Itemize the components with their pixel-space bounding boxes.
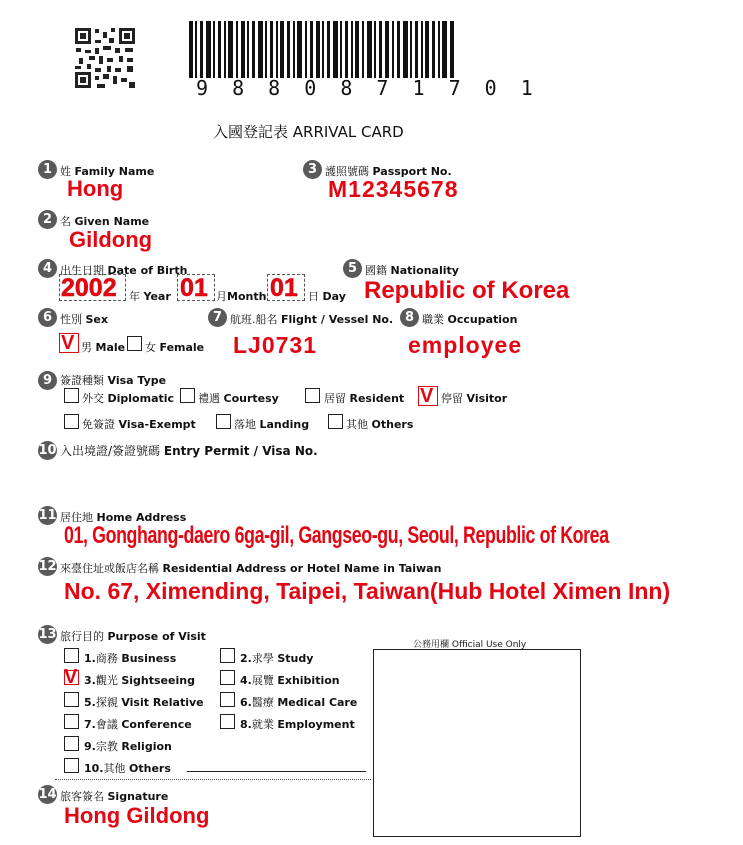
passport-label: 護照號碼 Passport No.	[325, 165, 452, 178]
field-number: 14	[38, 787, 57, 802]
residential-value[interactable]: No. 67, Ximending, Taipei, Taiwan(Hub Hotel Ximen Inn)	[64, 578, 671, 604]
field-number: 9	[38, 371, 57, 390]
visa-landing-label: 落地 Landing	[234, 418, 310, 431]
field-number: 2	[38, 210, 57, 229]
purpose-label: 旅行目的 Purpose of Visit	[60, 630, 206, 643]
visa-others-checkbox[interactable]	[328, 414, 343, 429]
purpose-visit-relative-checkbox[interactable]	[64, 692, 79, 707]
purpose-employment-label: 8.就業 Employment	[240, 718, 355, 731]
field-number: 13	[38, 627, 57, 642]
month-label: 月Month	[216, 290, 267, 303]
dob-year-value: 2002	[61, 274, 117, 302]
visa-others-label: 其他 Others	[346, 418, 414, 431]
official-use-box	[373, 649, 581, 837]
purpose-religion-checkbox[interactable]	[64, 736, 79, 751]
purpose-others-checkbox[interactable]	[64, 758, 79, 773]
dob-month-value: 01	[180, 274, 208, 302]
field-number: 3	[303, 160, 322, 179]
field-number: 8	[400, 308, 419, 327]
given-name-label: 名 Given Name	[60, 215, 150, 228]
purpose-study-label: 2.求學 Study	[240, 652, 314, 665]
visa-diplomatic-checkbox[interactable]	[64, 388, 79, 403]
home-address-label: 居住地 Home Address	[60, 511, 187, 524]
purpose-religion-label: 9.宗教 Religion	[84, 740, 172, 753]
passport-value[interactable]: M12345678	[328, 176, 459, 202]
visa-resident-checkbox[interactable]	[305, 388, 320, 403]
visa-courtesy-checkbox[interactable]	[180, 388, 195, 403]
home-address-value[interactable]: 01, Gonghang-daero 6ga-gil, Gangseo-gu, Seoul, Republic of Korea	[64, 522, 609, 549]
visa-landing-checkbox[interactable]	[216, 414, 231, 429]
visa-visitor-label: 停留 Visitor	[441, 392, 508, 405]
purpose-conference-checkbox[interactable]	[64, 714, 79, 729]
others-line[interactable]	[187, 771, 366, 772]
visa-exempt-checkbox[interactable]	[64, 414, 79, 429]
signature-label: 旅客簽名 Signature	[60, 790, 169, 803]
sex-label: 性別 Sex	[60, 313, 108, 326]
flight-label: 航班.船名 Flight / Vessel No.	[230, 313, 394, 326]
field-number: 6	[38, 308, 57, 327]
visa-type-label: 簽證種類 Visa Type	[60, 374, 167, 387]
purpose-visit-relative-label: 5.探親 Visit Relative	[84, 696, 204, 709]
year-label: 年 Year	[129, 290, 171, 303]
female-label: 女 Female	[145, 341, 205, 354]
residential-label: 來臺住址或飯店名稱 Residential Address or Hotel Name in Taiwan	[60, 562, 442, 575]
field-number: 11	[38, 508, 57, 523]
field-number: 1	[38, 160, 57, 179]
male-label: 男 Male	[81, 341, 126, 354]
male-check-mark: V	[61, 332, 75, 354]
purpose-sightseeing-check-mark: V	[64, 666, 78, 688]
field-number: 5	[343, 259, 362, 278]
entry-permit-field[interactable]	[60, 460, 700, 496]
purpose-exhibition-checkbox[interactable]	[220, 670, 235, 685]
visa-courtesy-label: 禮遇 Courtesy	[198, 392, 279, 405]
day-label: 日 Day	[308, 290, 346, 303]
dob-day-value: 01	[270, 274, 298, 302]
purpose-sightseeing-label: 3.觀光 Sightseeing	[84, 674, 195, 687]
purpose-medical-label: 6.醫療 Medical Care	[240, 696, 358, 709]
purpose-medical-checkbox[interactable]	[220, 692, 235, 707]
field-number: 10	[38, 443, 57, 458]
family-name-value[interactable]: Hong	[67, 176, 124, 201]
family-name-label: 姓 Family Name	[60, 165, 155, 178]
female-checkbox[interactable]	[127, 336, 142, 351]
field-number: 12	[38, 559, 57, 574]
separator	[55, 779, 371, 780]
visa-resident-label: 居留 Resident	[324, 392, 405, 405]
occupation-label: 職業 Occupation	[422, 313, 518, 326]
occupation-value[interactable]: employee	[408, 332, 523, 358]
flight-value[interactable]: LJ0731	[233, 332, 318, 358]
qr-code-icon	[73, 26, 137, 90]
visa-diplomatic-label: 外交 Diplomatic	[82, 392, 175, 405]
purpose-study-checkbox[interactable]	[220, 648, 235, 663]
barcode-number: 9 8 8 0 8 7 1 7 0 1	[196, 76, 539, 100]
official-use-label: 公務用欄 Official Use Only	[413, 640, 527, 650]
entry-permit-label: 入出境證/簽證號碼 Entry Permit / Visa No.	[60, 444, 318, 458]
nationality-label: 國籍 Nationality	[365, 264, 459, 277]
purpose-exhibition-label: 4.展覽 Exhibition	[240, 674, 340, 687]
signature-value[interactable]: Hong Gildong	[64, 803, 210, 828]
dob-label: 出生日期 Date of Birth	[60, 264, 188, 277]
field-number: 4	[38, 259, 57, 278]
purpose-employment-checkbox[interactable]	[220, 714, 235, 729]
purpose-conference-label: 7.會議 Conference	[84, 718, 192, 731]
visa-exempt-label: 免簽證 Visa-Exempt	[82, 418, 196, 431]
given-name-value[interactable]: Gildong	[69, 227, 153, 252]
purpose-business-label: 1.商務 Business	[84, 652, 177, 665]
nationality-value[interactable]: Republic of Korea	[364, 277, 570, 304]
purpose-others-label: 10.其他 Others	[84, 762, 171, 775]
visa-visitor-check-mark: V	[420, 385, 434, 407]
field-number: 7	[208, 308, 227, 327]
card-title: 入國登記表 ARRIVAL CARD	[213, 123, 404, 141]
purpose-business-checkbox[interactable]	[64, 648, 79, 663]
barcode-icon	[189, 21, 455, 83]
